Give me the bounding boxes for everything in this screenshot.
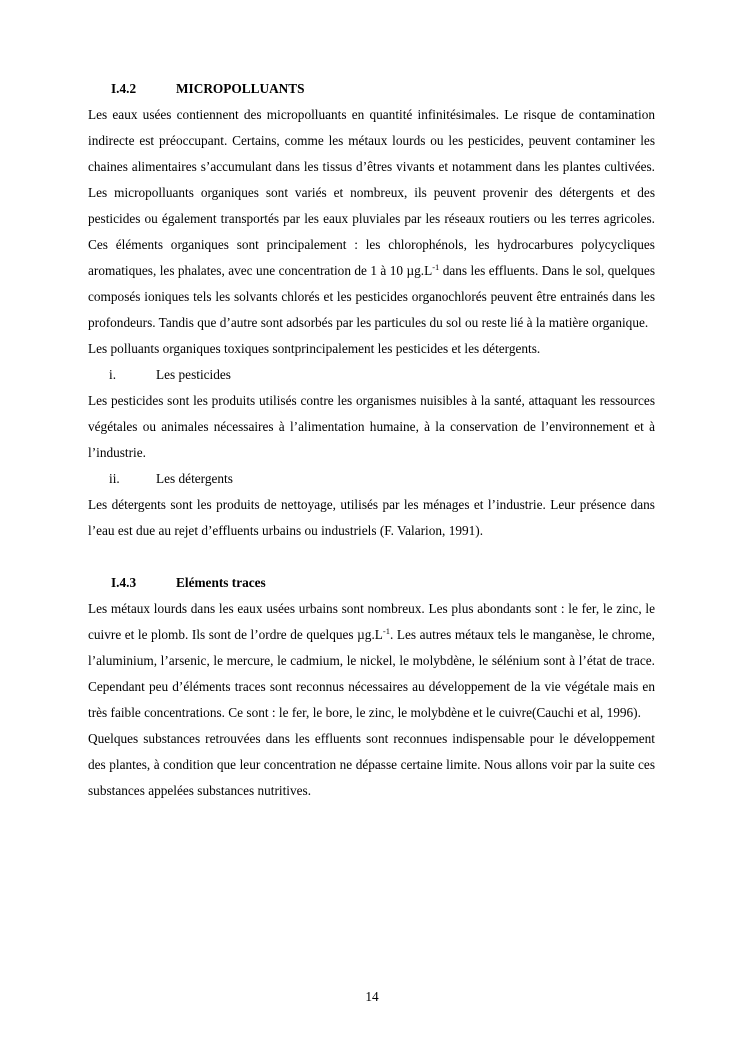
subheading-pesticides [88,362,655,388]
paragraph-polluants-organiques: Les polluants organiques toxiques sontprincipalement les pesticides et les détergents. [88,341,541,356]
list-number: i. [109,367,117,382]
section-title: MICROPOLLUANTS [176,81,305,96]
superscript: -1 [432,262,440,272]
subheading-title: Les détergents [156,471,233,486]
section-heading-micropolluants [88,76,655,102]
page-body [88,76,655,804]
paragraph-detergents: Les détergents sont les produits de nettoyage, utilisés par les ménages et l’industrie. Leur présence dans l’eau est due au rejet d’effluents urbains ou industriels (F. Valarion, 1991). [88,497,655,538]
paragraph-metaux-lourds: Les métaux lourds dans les eaux usées urbains sont nombreux. Les plus abondants sont : le fer, le zinc, le cuivre et le plomb. Ils sont de l’ordre de quelques $\mu g.L^{-1}$. Les autres métaux tels le manganèse, le chrome, l’aluminium, l’arsenic, le mercure, le cadmium, le nickel, le molybdène, le sélénium sont à l’état de trace. Cependant peu d’éléments traces sont reconnus nécessaires au développement de la vie végétale mais en très faible concentrations. Ce sont : le fer, le bore, le zinc, le molybdène et le cuivre(Cauchi et al, 1996). [88,601,655,720]
paragraph-substances-nutritives: Quelques substances retrouvées dans les effluents sont reconnues indispensable pour le développement des plantes, à condition que leur concentration ne dépasse certaine limite. Nous allons voir par la suite ces substances appelées substances nutritives. [88,731,655,798]
list-number: ii. [109,471,120,486]
section-title: Eléments traces [176,575,266,590]
page-number: 14 [365,989,379,1004]
paragraph-micropolluants: Les eaux usées contiennent des micropolluants en quantité infinitésimales. Le risque de contamination indirecte est préoccupant. Certains, comme les métaux lourds ou les pesticides, peuvent contaminer les chaines alimentaires s’accumulant dans les tissus d’êtres vivants et notamment dans les plantes cultivées. Les micropolluants organiques sont variés et nombreux, ils peuvent provenir des détergents et des pesticides ou également transportés par les eaux pluviales par les réseaux routiers ou les terres agricoles. Ces éléments organiques sont principalement : les chlorophénols, les hydrocarbures polycycliques aromatiques, les phalates, avec une concentration de 1 à 10 $\mu g.L^{-1}$ dans les effluents. Dans le sol, quelques composés ioniques tels les solvants chlorés et les pesticides organochlorés peuvent être entrainés dans les profondeurs. Tandis que d’autre sont adsorbés par les particules du sol ou reste lié à la matière organique. [88,107,655,330]
superscript: -1 [382,626,390,636]
section-heading-elements-traces [88,570,655,596]
paragraph-pesticides: Les pesticides sont les produits utilisés contre les organismes nuisibles à la santé, attaquant les ressources végétales ou animales nécessaires à l’alimentation humaine, à la conservation de l’environnement et à l’industrie. [88,393,655,460]
subheading-detergents [88,466,655,492]
section-number: I.4.2 [111,81,137,96]
subheading-title: Les pesticides [156,367,231,382]
spacer [88,544,655,570]
section-number: I.4.3 [111,575,137,590]
